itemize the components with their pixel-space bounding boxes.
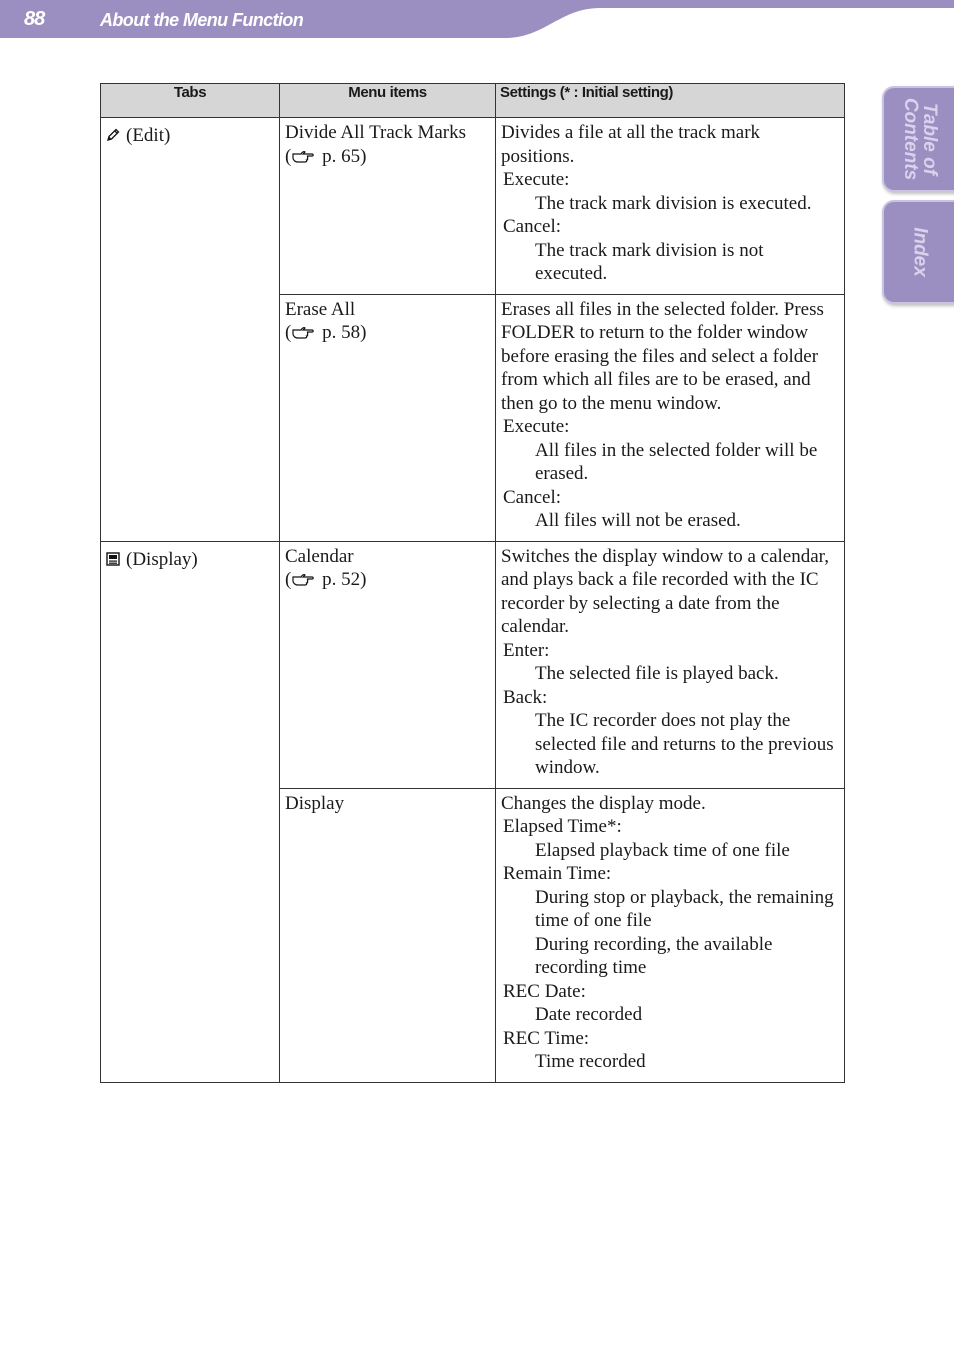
page-number: 88: [24, 8, 45, 30]
menu-item-cell: [280, 788, 496, 1082]
page-reference[interactable]: ( p. 65): [285, 145, 367, 167]
tab-cell-display: [101, 541, 280, 1082]
option-text: All files will not be erased.: [535, 510, 741, 531]
settings-cell: [496, 788, 845, 1082]
pointing-hand-icon: [291, 324, 315, 340]
menu-item-name: Erase All: [285, 298, 356, 320]
table-row: [101, 118, 845, 295]
index-label: Index: [909, 227, 931, 277]
menu-item-name: Divide All Track Marks: [285, 122, 467, 143]
header-tabs: Tabs: [101, 84, 280, 118]
pointing-hand-icon: [291, 571, 315, 587]
setting-description: Changes the display mode.: [501, 792, 706, 814]
page-reference-text: p. 65): [322, 145, 367, 167]
setting-description: Switches the display window to a calendar, and plays back a file recorded with the IC recorder by selecting a date from the calendar.: [501, 545, 829, 637]
menu-item-cell: [280, 541, 496, 788]
option-label: Elapsed Time*:: [503, 816, 622, 837]
page-reference[interactable]: ( p. 58): [285, 322, 367, 343]
table-of-contents-tab[interactable]: [882, 86, 954, 192]
option-label: REC Date:: [503, 980, 586, 1002]
index-tab[interactable]: [882, 200, 954, 304]
menu-item-cell: [280, 294, 496, 541]
page-reference-text: p. 52): [322, 569, 367, 590]
menu-item-name: Calendar: [285, 545, 354, 567]
display-icon: [106, 552, 120, 566]
option-text: Time recorded: [535, 1051, 646, 1072]
settings-cell: [496, 118, 845, 295]
option-text: During recording, the available recording time: [535, 933, 773, 978]
header-settings: Settings (* : Initial setting): [496, 84, 845, 118]
menu-item-name: Display: [285, 792, 345, 814]
option-text: Date recorded: [535, 1004, 643, 1025]
option-label: Remain Time:: [503, 863, 612, 884]
pencil-icon: [106, 128, 120, 142]
option-text: The selected file is played back.: [535, 663, 779, 684]
option-label: REC Time:: [503, 1027, 590, 1049]
page-reference[interactable]: ( p. 52): [285, 569, 367, 590]
section-title: About the Menu Function: [100, 10, 304, 30]
table-row: [101, 541, 845, 788]
table-of-contents-label: Table of Contents: [900, 97, 940, 181]
tab-cell-edit: [101, 118, 280, 542]
option-text: During stop or playback, the remaining time of one file: [535, 886, 834, 931]
settings-cell: [496, 294, 845, 541]
option-label: Execute:: [503, 416, 570, 437]
option-text: The IC recorder does not play the selected file and returns to the previous window.: [535, 710, 834, 778]
pointing-hand-icon: [291, 148, 315, 164]
header-menu-items: Menu items: [280, 84, 496, 118]
menu-function-table: [100, 83, 845, 1083]
option-label: Enter:: [503, 639, 550, 661]
tab-label-edit: (Edit): [126, 125, 171, 146]
header-banner: [0, 0, 954, 40]
setting-description: Divides a file at all the track mark positions.: [501, 122, 761, 167]
option-label: Execute:: [503, 169, 570, 190]
option-text: The track mark division is not executed.: [535, 239, 764, 284]
option-text: All files in the selected folder will be erased.: [535, 439, 818, 484]
option-label: Back:: [503, 686, 548, 708]
table-header-row: [101, 84, 845, 118]
option-label: Cancel:: [503, 216, 562, 237]
tab-label-display: (Display): [126, 548, 198, 570]
setting-description: Erases all files in the selected folder. Press FOLDER to return to the folder window before erasing the files and select a folder from which all files are to be erased, and then go to the menu window.: [501, 298, 824, 414]
option-text: Elapsed playback time of one file: [535, 839, 790, 861]
menu-item-cell: [280, 118, 496, 295]
settings-cell: [496, 541, 845, 788]
option-text: The track mark division is executed.: [535, 192, 812, 214]
page-reference-text: p. 58): [322, 322, 367, 343]
option-label: Cancel:: [503, 486, 562, 508]
